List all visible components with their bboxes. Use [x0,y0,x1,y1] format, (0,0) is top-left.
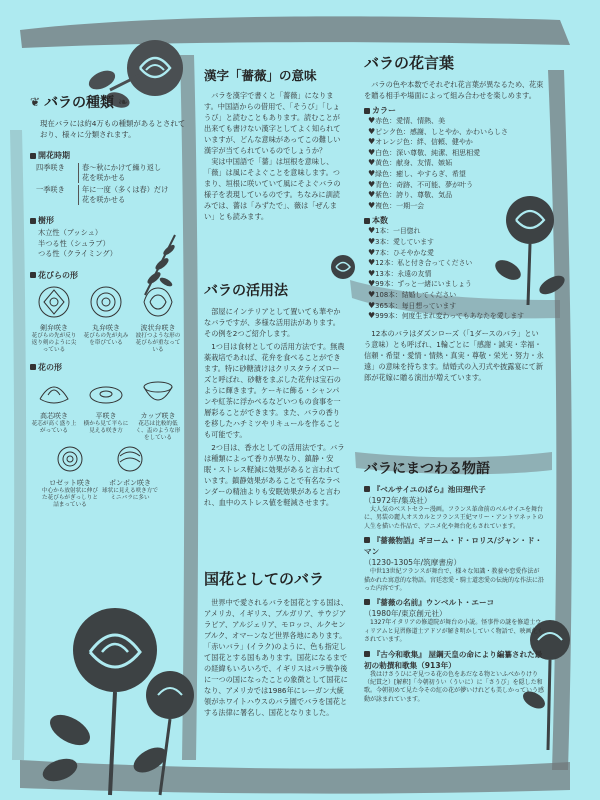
count-heading: 本数 [364,215,544,226]
uses-p2: 2つ目は、香水としての活用法です。バラは種類によって香りが異なり、鎮静・安眠・ストレス軽減に効果があると言われています。鎮静効果があることで有名なラベンダーの精油よりも安眠効果があると言われ、血中のストレス値を軽減させます。 [204,443,345,507]
heart-icon: ♥ [368,236,376,246]
petal-heading: 花びらの形 [30,270,190,281]
rose-icon-mid [328,252,358,282]
heart-icon: ♥ [368,311,376,321]
flourish-icon: ❦ [30,95,41,109]
form-list [30,228,190,260]
rose-petal-icon [140,285,176,319]
square-bullet-icon [30,218,36,224]
count-item: ♥3本：愛しています [368,236,434,246]
shape-card: 平咲き 横から見て平らに見える咲き方 [82,377,130,442]
count-item: ♥1本：一目惚れ [368,226,421,236]
uses-title: バラの活用法 [204,283,288,299]
heart-icon: ♥ [368,116,376,125]
color-item: ♥複色：一期一会 [368,200,425,210]
heart-icon: ♥ [368,300,376,310]
language-section [364,52,544,383]
kanji-section [204,66,346,222]
shape-heading: 花の形 [30,362,190,373]
count-list [364,226,544,321]
kanji-body-1: バラを漢字で書くと「薔薇」になります。中国語からの借用で、「そうび」「しょうび」と読むこともあります。読むことが出来ても書けない漢字としてよく知られていますが、どんな意味があってこの難しい漢字が当てられているのでしょうか？ [204,91,341,155]
rose-shape-icon [34,377,74,407]
book-item: 『薔薇の名前』ウンベルト・エーコ （1980年/東京創元社） 1327年イタリアの修道院が舞台の小説。怪事件の謎を修道士ウィリアムと見習修道士アドソが解き明かしていく物語で、映画化もされています。 [364,598,544,644]
bloom-desc: 年に一度（多くは春）だけ 花を咲かせる [78,185,168,205]
form-item: 半つる性（シュラブ） [38,238,110,248]
bloom-term: 四季咲き [36,163,65,172]
stories-title: バラにまつわる物語 [364,461,490,477]
petal-card: 波状弁咲き 波打つような形の花びらが重なっている [134,285,182,354]
heart-icon: ♥ [368,179,376,189]
color-item: ♥ピンク色：感謝、しとやか、かわいらしさ [368,126,509,136]
rose-shape-icon [50,444,90,474]
square-bullet-icon [364,651,370,657]
form-item: つる性（クライミング） [38,249,117,258]
dozen-roses-text: 12本のバラはダズンローズ（「1ダースのバラ」という意味）とも呼ばれ、1輪ごとに「感謝・誠実・幸福・信頼・希望・愛情・情熱・真実・尊敬・栄光・努力・永遠」の意味を持ちます。結婚式の入刃式や披露宴にて新郎が花嫁に贈る演出が増えています。 [364,328,544,382]
flourish-icon-right: ❧ [118,95,129,109]
types-title-text: バラの種類 [44,95,115,111]
count-item: ♥7本：ひそやかな愛 [368,247,434,257]
heart-icon: ♥ [368,268,376,278]
heart-icon: ♥ [368,168,376,178]
book-item: 『薔薇物語』ギヨーム・ド・ロリス/ジャン・ド・マン （1230-1305年/筑摩書房） 中世13世紀フランスが舞台で、様々な知識・教養や恋愛作法が描かれた寓意的な物語。宮廷恋愛・騎士道恋愛の伝統的な作法に沿った内容です。 [364,536,545,593]
rose-petal-icon [36,285,72,319]
types-title [30,92,190,112]
types-section [30,92,190,509]
square-bullet-icon [364,537,370,543]
color-item: ♥緑色：癒し、やすらぎ、希望 [368,168,466,178]
stories-section [364,458,544,704]
count-item: ♥13本：永遠の友情 [368,268,432,278]
count-item: ♥99本：ずっと一緒にいましょう [368,279,472,289]
color-item: ♥黄色：献身、友情、嫉妬 [368,158,453,168]
heart-icon: ♥ [368,200,376,210]
heart-icon: ♥ [368,258,376,268]
heart-icon: ♥ [368,226,376,236]
square-bullet-icon [364,218,370,224]
bloom-term: 一季咲き [36,185,65,194]
square-bullet-icon [30,153,36,159]
color-list [364,116,544,211]
color-heading: カラー [364,105,544,116]
form-heading: 樹形 [30,215,190,226]
rose-petal-icon [88,285,124,319]
rose-shape-icon [110,444,150,474]
square-bullet-icon [364,108,370,114]
uses-section [204,280,346,508]
bloom-desc: 春〜秋にかけて繰り返し 花を咲かせる [78,163,161,183]
heart-icon: ♥ [368,126,376,136]
shape-card: 高芯咲き 花芯が高く盛り上がっている [30,377,78,442]
color-item: ♥赤色：愛情、情熱、美 [368,116,446,125]
petal-card: 剣弁咲き 花びらの先が反り返り剣のように尖っている [30,285,78,354]
square-bullet-icon [30,364,36,370]
count-item: ♥999本：何度生まれ変わってもあなたを愛します [368,311,525,321]
heart-icon: ♥ [368,289,376,299]
shape-grid [30,377,190,509]
rose-shape-icon [86,377,126,407]
rose-shape-icon [138,377,178,407]
color-item: ♥紫色：誇り、尊敬、気品 [368,190,453,200]
heart-icon: ♥ [368,279,376,289]
uses-intro: 部屋にインテリアとして置いても華やかなバラですが、多様な活用法があります。その例を2つご紹介します。 [204,307,341,338]
bloom-row-1 [30,163,190,183]
shape-card: ロゼット咲き 中心から放射状に伸びた花びらがぎっしりと詰まっている [42,444,98,509]
language-intro: バラの色や本数でそれぞれ花言葉が異なるため、花束を贈る相手や場面によって組み合わせを楽しめます。 [364,80,544,100]
book-item: 『古今和歌集』 屋鋼天皇の命により編纂された最初の勅撰和歌集（913年） 我はけさうひにぞ見つる花の色をあだなる物といふべかりけり（紀貫之）[解釈]「今朝初うい（ういに）に「さうび」を隠した和歌。今朝初めて見た今その紅の花が儚いけれども美しかっていう感動が詠まれています。 [364,649,545,703]
language-title: バラの花言葉 [364,54,455,72]
square-bullet-icon [364,486,370,492]
kanji-title: 漢字「薔薇」の意味 [204,68,317,83]
heart-icon: ♥ [368,158,376,168]
uses-p1: 1つ目は食材としての活用方法です。無農薬栽培であれば、花弁を食べることができます。特に砂糖漬けはクリスタライズローズと呼ばれ、砂糖をまぶした花弁は宝石のように輝きます。ケーキに飾る・シャンパンや紅茶に浮かべるなどいつもの食事を一層彩ることができます。また、バラの香りを移したハチミツやリキュールを作ることも可能です。 [204,342,345,439]
national-title: 国花としてのバラ [204,570,325,588]
count-item: ♥365本：毎日想っています [368,300,457,310]
square-bullet-icon [364,599,370,605]
petal-card: 丸弁咲き 花びらの先が丸みを帯びている [82,285,130,354]
bloom-heading: 開花時期 [30,150,190,161]
count-item: ♥108本：結婚してください [368,289,457,299]
color-item: ♥オレンジ色：絆、信頼、健やか [368,137,473,147]
shape-card: カップ咲き 花芯は比較的低く、盃のような形をしている [134,377,182,442]
color-item: ♥白色：深い尊敬、純潔、相思相愛 [368,147,481,157]
kanji-body-2: 実は中国語で「薔」は垣根を意味し、「薇」は風にそよぐことを意味します。つまり、垣根に咲いていて風にそよぐバラの様子を表現しているのです。ちなみに訓読みでは、薔は「みずたで」、薇は「ぜんまい」とも読みます。 [204,157,341,221]
heart-icon: ♥ [368,247,376,257]
national-body: 世界中で愛されるバラを国花とする国は、アメリカ、イギリス、ブルガリア、サウジアラビア、アルジェリア、モロッコ、ルクセンブルク、オマーンなど世界各地にあります。「赤いバラ」(イラク)のように、色も指定して国花とする国もあります。国花になるまでの経緯もいろいろで、イギリスはバラ戦争後に一つの国になったことの象徴として国花になり、アメリカでは1986年にレーガン大統領がホワイトハウスのバラ園でバラを国花とする法律に署名し、国花となりました。 [204,598,348,717]
types-intro: 現在バラには約4万もの種類があるとされており、様々に分類されます。 [40,119,186,139]
petal-grid [30,285,190,354]
heart-icon: ♥ [368,137,376,147]
heart-icon: ♥ [368,147,376,157]
rose-bottom-left-illustration [30,600,200,800]
color-item: ♥青色：奇跡、不可能、夢が叶う [368,179,474,189]
heart-icon: ♥ [368,190,376,200]
bloom-row-2 [30,185,190,205]
form-item: 木立性（ブッシュ） [38,228,103,237]
national-section [204,568,349,718]
book-item: 『ベルサイユのばら』池田理代子 （1972年/集英社） 大人気のベストセラー漫画。フランス革命前のベルサイユを舞台に、男装の麗人オスカルとフランス王妃マリー・アントワネットの人生を描いた作品で、アニメ化や舞台化もされています。 [364,485,544,530]
count-item: ♥12本：私と付き合ってください [368,258,473,268]
shape-card: ポンポン咲き 球状に見える咲き方でミニバラに多い [102,444,158,509]
square-bullet-icon [30,272,36,278]
